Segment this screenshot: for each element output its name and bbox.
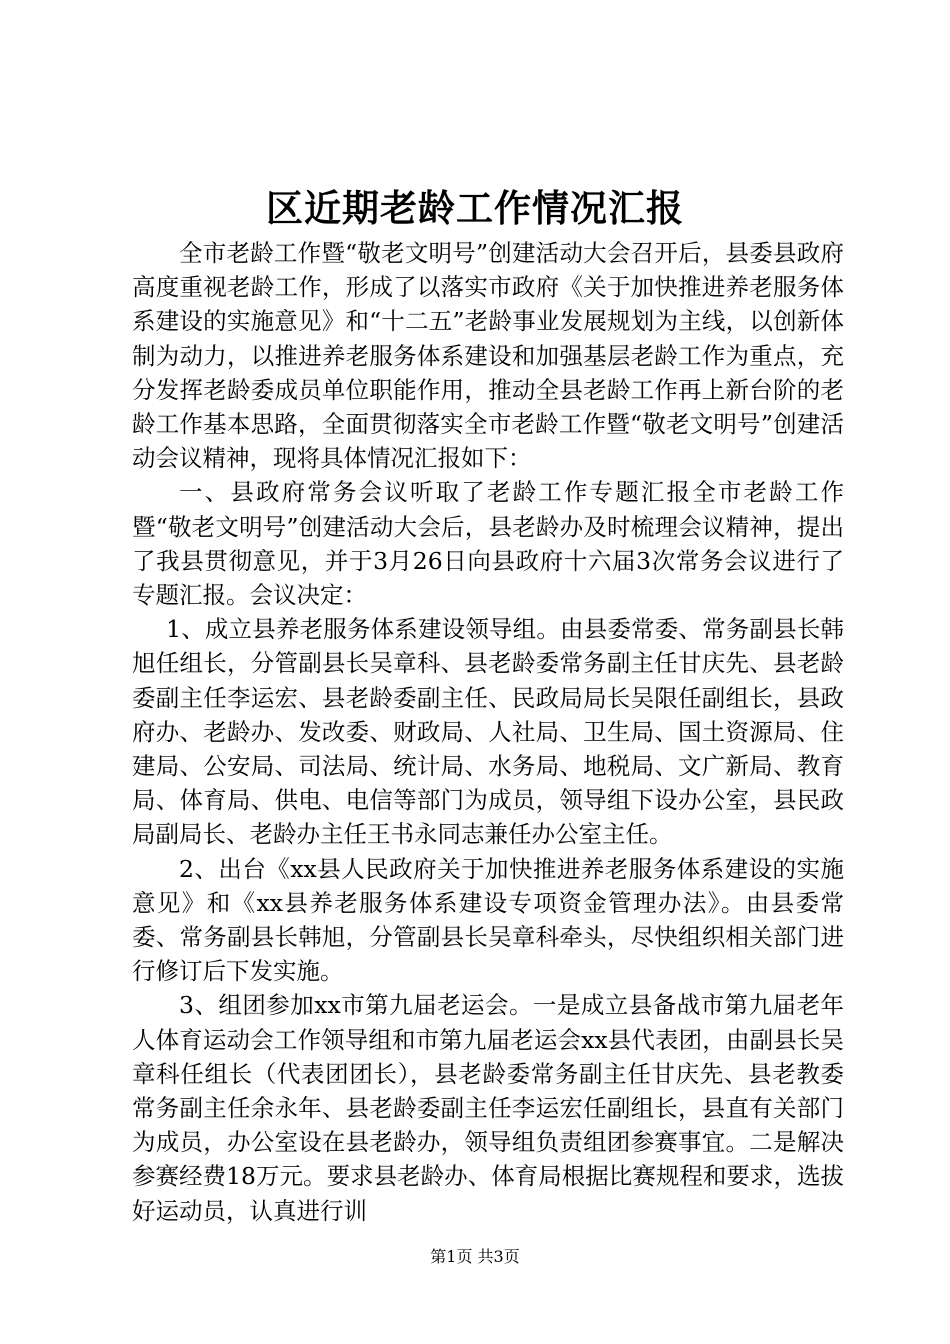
document-title: 区近期老龄工作情况汇报 <box>266 186 684 230</box>
paragraph-section-1: 一、县政府常务会议听取了老龄工作专题汇报全市老龄工作暨“敬老文明号”创建活动大会后，县老龄办及时梳理会议精神，提出了我县贯彻意见，并于3月26日向县政府十六届3次常务会议进行了专题汇报。会议决定： <box>132 478 844 610</box>
page-footer: 第1页 共3页 <box>430 1247 520 1266</box>
paragraph-item-3: 3、组团参加xx市第九届老运会。一是成立县备战市第九届老年人体育运动会工作领导组和市第九届老运会xx县代表团，由副县长吴章科任组长（代表团团长），县老龄委常务副主任甘庆先、县老教委常务副主任余永年、县老龄委副主任李运宏任副组长，县直有关部门为成员，办公室设在县老龄办，领导组负责组团参赛事宜。二是解决参赛经费18万元。要求县老龄办、体育局根据比赛规程和要求，选拔好运动员，认真进行训 <box>132 991 844 1225</box>
document-body <box>132 236 844 1228</box>
paragraph-item-2: 2、出台《xx县人民政府关于加快推进养老服务体系建设的实施意见》和《xx县养老服务体系建设专项资金管理办法》。由县委常委、常务副县长韩旭，分管副县长吴章科牵头，尽快组织相关部门进行修订后下发实施。 <box>132 854 844 986</box>
paragraph-item-1: 1、成立县养老服务体系建设领导组。由县委常委、常务副县长韩旭任组长，分管副县长吴章科、县老龄委常务副主任甘庆先、县老龄委副主任李运宏、县老龄委副主任、民政局局长吴限任副组长，县政府办、老龄办、发改委、财政局、人社局、卫生局、国土资源局、住建局、公安局、司法局、统计局、水务局、地税局、文广新局、教育局、体育局、供电、电信等部门为成员，领导组下设办公室，县民政局副局长、老龄办主任王书永同志兼任办公室主任。 <box>132 615 844 849</box>
paragraph-intro: 全市老龄工作暨“敬老文明号”创建活动大会召开后，县委县政府高度重视老龄工作，形成了以落实市政府《关于加快推进养老服务体系建设的实施意见》和“十二五”老龄事业发展规划为主线，以创新体制为动力，以推进养老服务体系建设和加强基层老龄工作为重点，充分发挥老龄委成员单位职能作用，推动全县老龄工作再上新台阶的老龄工作基本思路，全面贯彻落实全市老龄工作暨“敬老文明号”创建活动会议精神，现将具体情况汇报如下： <box>132 239 844 473</box>
